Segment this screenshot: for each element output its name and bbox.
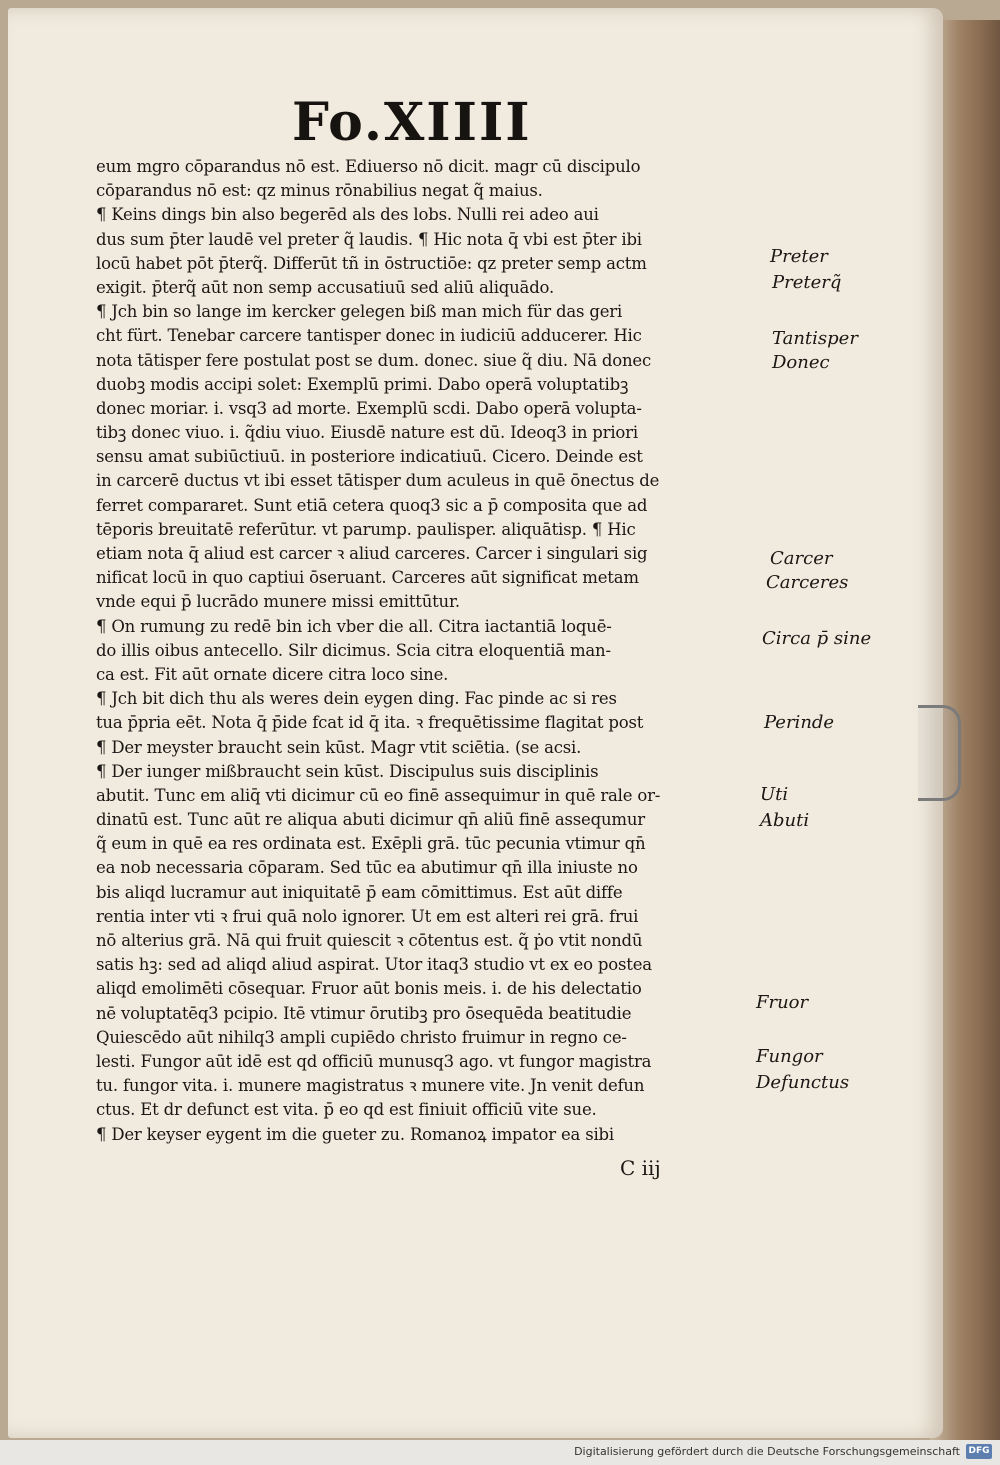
- text-line: rentia inter vti ꝛ frui quā nolo ignorer. Ut em est alteri rei grā. frui: [96, 906, 639, 926]
- text-line: tua p̄pria eēt. Nota q̄ p̄ide fcat id q̄ ita. ꝛ frequētissime flagitat post: [96, 713, 644, 733]
- text-line: nota tātisper fere postulat post se dum. donec. siue q̃ diu. Nā donec: [96, 350, 652, 370]
- text-line: ca est. Fit aūt ornate dicere citra loco sine.: [96, 664, 449, 684]
- margin-note-abuti: Abuti: [760, 810, 810, 831]
- margin-note-preterq: Preterq̃: [772, 272, 842, 293]
- text-line: do illis oibus antecello. Silr dicimus. Scia citra eloquentiā man-: [96, 640, 611, 660]
- text-line: eum mgro cōparandus nō est. Ediuerso nō dicit. magr cū discipulo: [96, 157, 641, 176]
- text-line: exigit. p̄terq̃ aūt non semp accusatiuū sed aliū aliquādo.: [96, 277, 555, 297]
- margin-note-perinde: Perinde: [764, 712, 835, 733]
- text-line: ctus. Et dr defunct est vita. p̄ eo qd est finiuit officiū vite sue.: [96, 1100, 597, 1120]
- text-line: abutit. Tunc em aliq̄ vti dicimur cū eo finē assequimur in quē rale or-: [96, 785, 661, 805]
- text-line: ¶ Der iunger mißbraucht sein kūst. Discipulus suis disciplinis: [96, 761, 599, 781]
- text-line: duobꝫ modis accipi solet: Exemplū primi. Dabo operā voluptatibꝫ: [96, 374, 629, 394]
- margin-note-fruor: Fruor: [756, 992, 809, 1013]
- margin-note-circa-sine: Circa p̄ sine: [762, 628, 872, 649]
- text-line: aliqd emolimēti cōsequar. Fruor aūt bonis meis. i. de his delectatio: [96, 979, 642, 999]
- margin-note-preter: Preter: [770, 246, 828, 267]
- text-line: ¶ Der keyser eygent im die gueter zu. Romanoꝝ impator ea sibi: [96, 1124, 614, 1144]
- margin-note-uti: Uti: [760, 784, 789, 805]
- text-line: sensu amat subiūctiuū. in posteriore indicatiuū. Cicero. Deinde est: [96, 447, 643, 467]
- text-line: lesti. Fungor aūt idē est qd officiū munusq3 ago. vt fungor magistra: [96, 1051, 652, 1071]
- text-line: q̃ eum in quē ea res ordinata est. Exēpli grā. tūc pecunia vtimur qn̄: [96, 834, 646, 854]
- text-line: ea nob necessaria cōparam. Sed tūc ea abutimur qn̄ illa iniuste no: [96, 858, 638, 878]
- text-line: dinatū est. Tunc aūt re aliqua abuti dicimur qn̄ aliū finē assequmur: [96, 810, 645, 830]
- text-line: bis aliqd lucramur aut iniquitatē p̄ eam cōmittimus. Est aūt diffe: [96, 882, 623, 902]
- margin-note-carceres: Carceres: [766, 572, 849, 593]
- text-line: cht fürt. Tenebar carcere tantisper donec in iudiciū adducerer. Hic: [96, 326, 642, 346]
- text-line: satis hꝫ: sed ad aliqd aliud aspirat. Utor itaq3 studio vt ex eo postea: [96, 955, 652, 975]
- margin-note-carcer: Carcer: [770, 548, 833, 569]
- text-line: cōparandus nō est: qz minus rōnabilius negat q̃ maius.: [96, 181, 543, 201]
- margin-note-fungor: Fungor: [756, 1046, 823, 1067]
- text-line: dus sum p̄ter laudē vel preter q̃ laudis. ¶ Hic nota q̄ vbi est p̄ter ibi: [96, 229, 642, 249]
- text-line: ¶ On rumung zu redē bin ich vber die all. Citra iactantiā loquē-: [96, 616, 612, 636]
- margin-note-donec: Donec: [772, 352, 830, 373]
- text-line: ¶ Der meyster braucht sein kūst. Magr vtit sciētia. (se acsi.: [96, 737, 582, 757]
- signature-mark: C iij: [620, 1156, 661, 1180]
- text-line: tēporis breuitatē referūtur. vt parump. paulisper. aliquātisp. ¶ Hic: [96, 519, 636, 539]
- text-line: ¶ Keins dings bin also begerēd als des lobs. Nulli rei adeo aui: [96, 205, 599, 225]
- main-text-block: [96, 155, 766, 1147]
- margin-note-tantisper: Tantisper: [772, 328, 858, 349]
- text-line: locū habet pōt p̄terq̃. Differūt tñ in ōstructiōe: qz preter semp actm: [96, 253, 647, 273]
- text-line: nificat locū in quo captiui ōseruant. Carceres aūt significat metam: [96, 568, 639, 588]
- digitization-credit: Digitalisierung gefördert durch die Deutsche Forschungsgemeinschaft: [574, 1445, 960, 1458]
- text-line: ¶ Jch bit dich thu als weres dein eygen ding. Fac pinde ac si res: [96, 689, 617, 709]
- text-line: ¶ Jch bin so lange im kercker gelegen biß man mich für das geri: [96, 302, 623, 322]
- text-line: vnde equi p̄ lucrādo munere missi emittūtur.: [96, 592, 460, 612]
- text-line: nē voluptatēq3 pcipio. Itē vtimur ōrutibꝫ pro ōsequēda beatitudie: [96, 1003, 632, 1023]
- folio-number: Fo.XIIII: [292, 92, 532, 153]
- text-line: donec moriar. i. vsq3 ad morte. Exemplū scdi. Dabo operā volupta-: [96, 398, 642, 418]
- text-line: etiam nota q̄ aliud est carcer ꝛ aliud carceres. Carcer i singulari sig: [96, 544, 648, 563]
- margin-note-defunctus: Defunctus: [756, 1072, 850, 1093]
- text-line: tibꝫ donec viuo. i. q̃diu viuo. Eiusdē nature est dū. Ideoq3 in priori: [96, 423, 638, 443]
- footer-bar: [0, 1440, 1000, 1465]
- text-line: tu. fungor vita. i. munere magistratus ꝛ munere vite. Jn venit defun: [96, 1076, 645, 1096]
- text-line: ferret compararet. Sunt etiā cetera quoq3 sic a p̄ composita que ad: [96, 495, 648, 515]
- text-line: nō alterius grā. Nā qui fruit quiescit ꝛ cōtentus est. q̃ ṗo vtit nondū: [96, 931, 643, 950]
- text-line: Quiescēdo aūt nihilq3 ampli cupiēdo christo fruimur in regno ce-: [96, 1027, 627, 1047]
- page-clip: [918, 705, 961, 801]
- dfg-logo: DFG: [966, 1444, 992, 1459]
- text-line: in carcerē ductus vt ibi esset tātisper dum aculeus in quē ōnectus de: [96, 471, 660, 491]
